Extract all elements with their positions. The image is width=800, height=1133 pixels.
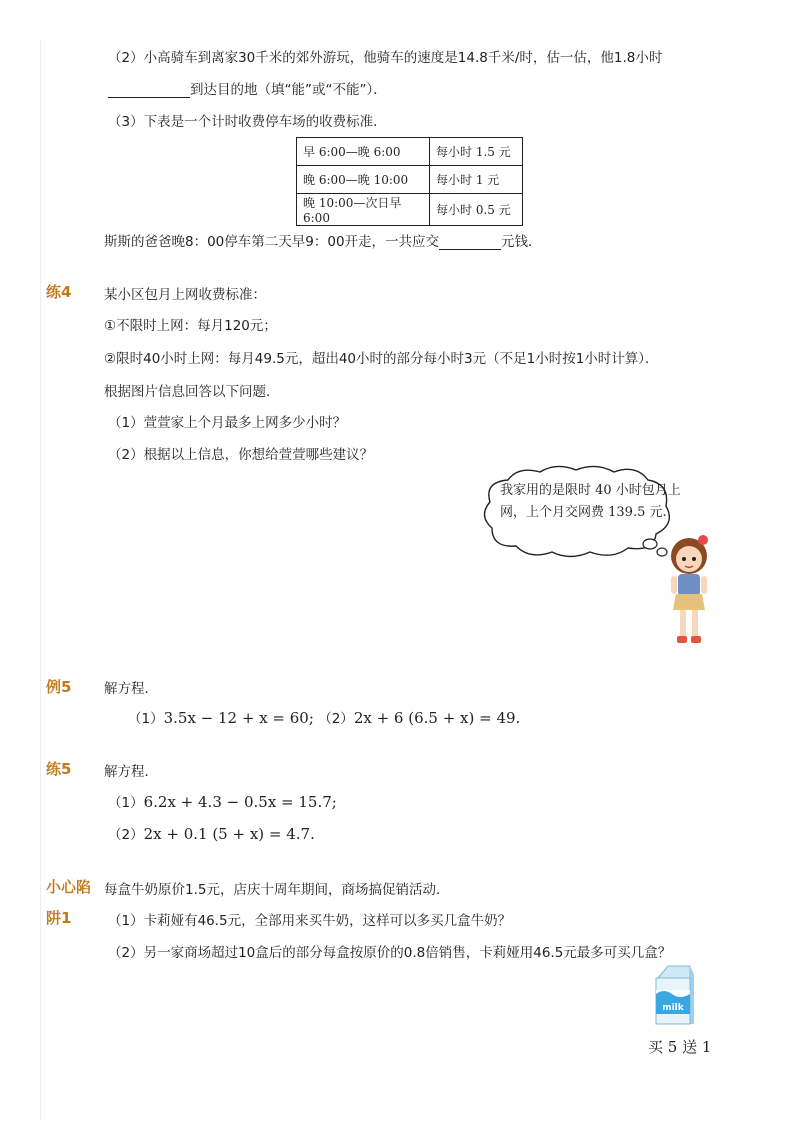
table-row [297,194,523,226]
section-label-li5: 例5 [46,678,72,696]
trap-q2: （2）另一家商场超过10盒后的部分每盒按原价的0.8倍销售，卡莉娅用46.5元最多可买几盒？ [108,945,672,961]
parking-fee-table [296,137,523,226]
table-cell: 每小时 0.5 元 [430,194,523,226]
lian5-q2: （2）2x + 0.1 (5 + x) = 4.7. [108,825,315,843]
milk-label: milk [662,1003,684,1013]
equation: 3.5x − 12 + x = 60; [163,709,314,727]
bubble-text: 我家用的是限时 40 小时包月上网，上个月交网费 139.5 元. [500,483,681,520]
promo-text: 买 5 送 1 [648,1038,712,1056]
trap-intro: 每盒牛奶原价1.5元，店庆十周年期间，商场搞促销活动． [104,882,450,898]
table-cell: 晚 6:00—晚 10:00 [297,166,430,194]
table-cell: 晚 10:00—次日早 6:00 [297,194,430,226]
section-label-trap-2: 阱1 [46,909,72,927]
answer-blank[interactable] [439,234,501,250]
li5-equations: （1）3.5x − 12 + x = 60; （2）2x + 6 (6.5 + x) = 49. [128,709,521,727]
table-row [297,166,523,194]
lian4-intro: 某小区包月上网收费标准： [104,287,266,303]
milk-carton-icon [652,964,696,1026]
q3-text: （3）下表是一个计时收费停车场的收费标准． [108,114,387,130]
table-row [297,138,523,166]
section-label-trap: 小心陷 [46,878,92,896]
lian4-instruction: 根据图片信息回答以下问题． [104,384,280,400]
lian5-q1: （1）6.2x + 4.3 − 0.5x = 15.7; [108,793,337,811]
lian4-q1: （1）萱萱家上个月最多上网多少小时？ [108,415,347,431]
trap-q1: （1）卡莉娅有46.5元，全部用来买牛奶，这样可以多买几盒牛奶？ [108,913,512,929]
lian4-option1: ①不限时上网：每月120元； [104,318,277,334]
table-cell: 每小时 1.5 元 [430,138,523,166]
q2-line1: （2）小高骑车到离家30千米的郊外游玩，他骑车的速度是14.8千米/时，估一估，他1.8小时 [108,50,663,66]
equation: 2x + 0.1 (5 + x) = 4.7. [143,825,315,843]
table-cell: 每小时 1 元 [430,166,523,194]
li5-instruction: 解方程． [104,681,158,697]
margin-line [40,40,41,1120]
lian4-option2: ②限时40小时上网：每月49.5元，超出40小时的部分每小时3元（不足1小时按1小时计算）． [104,351,659,367]
equation: 6.2x + 4.3 − 0.5x = 15.7; [143,793,337,811]
answer-blank[interactable] [108,82,190,98]
lian5-instruction: 解方程． [104,764,158,780]
q2-line2: 到达目的地（填“能”或“不能”）． [108,78,387,98]
q3-question: 斯斯的爸爸晚8：00停车第二天早9：00开走，一共应交 元钱． [104,234,542,250]
lian4-q2: （2）根据以上信息，你想给萱萱哪些建议？ [108,447,374,463]
girl-icon [663,532,715,648]
table-cell: 早 6:00—晚 6:00 [297,138,430,166]
section-label-lian4: 练4 [46,283,72,301]
equation: 2x + 6 (6.5 + x) = 49. [353,709,521,727]
section-label-lian5: 练5 [46,760,72,778]
